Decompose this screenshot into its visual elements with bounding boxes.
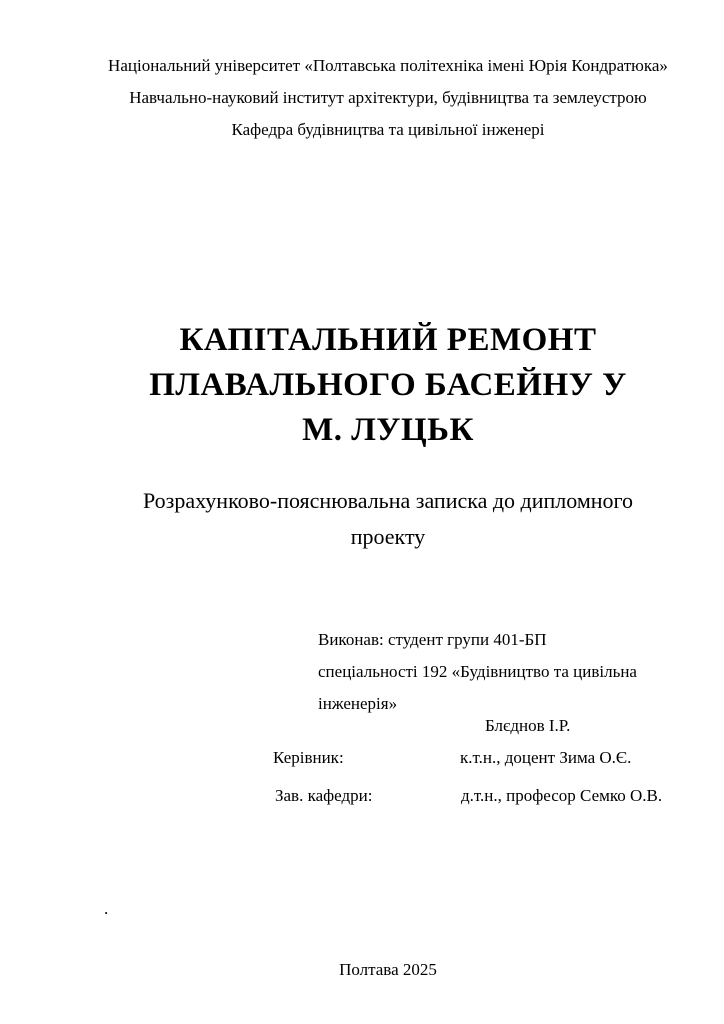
- project-title-line-3: М. ЛУЦЬК: [302, 412, 474, 448]
- project-title-line-1: КАПІТАЛЬНИЙ РЕМОНТ: [179, 322, 597, 358]
- author-speciality-line-1: спеціальності 192 «Будівництво та цивільна: [318, 662, 637, 681]
- document-subtitle-line-1: Розрахунково-пояснювальна записка до дипломного: [142, 488, 634, 513]
- city-year: [104, 954, 672, 986]
- document-subtitle-line-2: проекту: [350, 524, 426, 549]
- document-subtitle: [104, 483, 672, 555]
- author-block: [318, 624, 637, 720]
- project-title-line-2: ПЛАВАЛЬНОГО БАСЕЙНУ У: [149, 367, 627, 403]
- university-header: [84, 50, 692, 146]
- stray-period: .: [104, 899, 109, 918]
- institute-name: Навчально-науковий інститут архітектури, будівництва та землеустрою: [129, 88, 647, 107]
- supervisor-person: к.т.н., доцент Зима О.Є.: [460, 748, 632, 767]
- department-head-role-label: Зав. кафедри:: [275, 786, 373, 805]
- author-group-line: Виконав: студент групи 401-БП: [318, 630, 547, 649]
- supervisor-role-label: Керівник:: [273, 748, 344, 767]
- city-year-text: Полтава 2025: [339, 960, 437, 979]
- author-speciality-line-2: інженерія»: [318, 694, 398, 713]
- university-name: Національний університет «Полтавська політехніка імені Юрія Кондратюка»: [108, 56, 668, 75]
- author-name: Блєднов І.Р.: [485, 716, 571, 735]
- department-name: Кафедра будівництва та цивільної інженері: [231, 120, 545, 139]
- department-head-person: д.т.н., професор Семко О.В.: [461, 786, 663, 805]
- project-title: [104, 318, 672, 453]
